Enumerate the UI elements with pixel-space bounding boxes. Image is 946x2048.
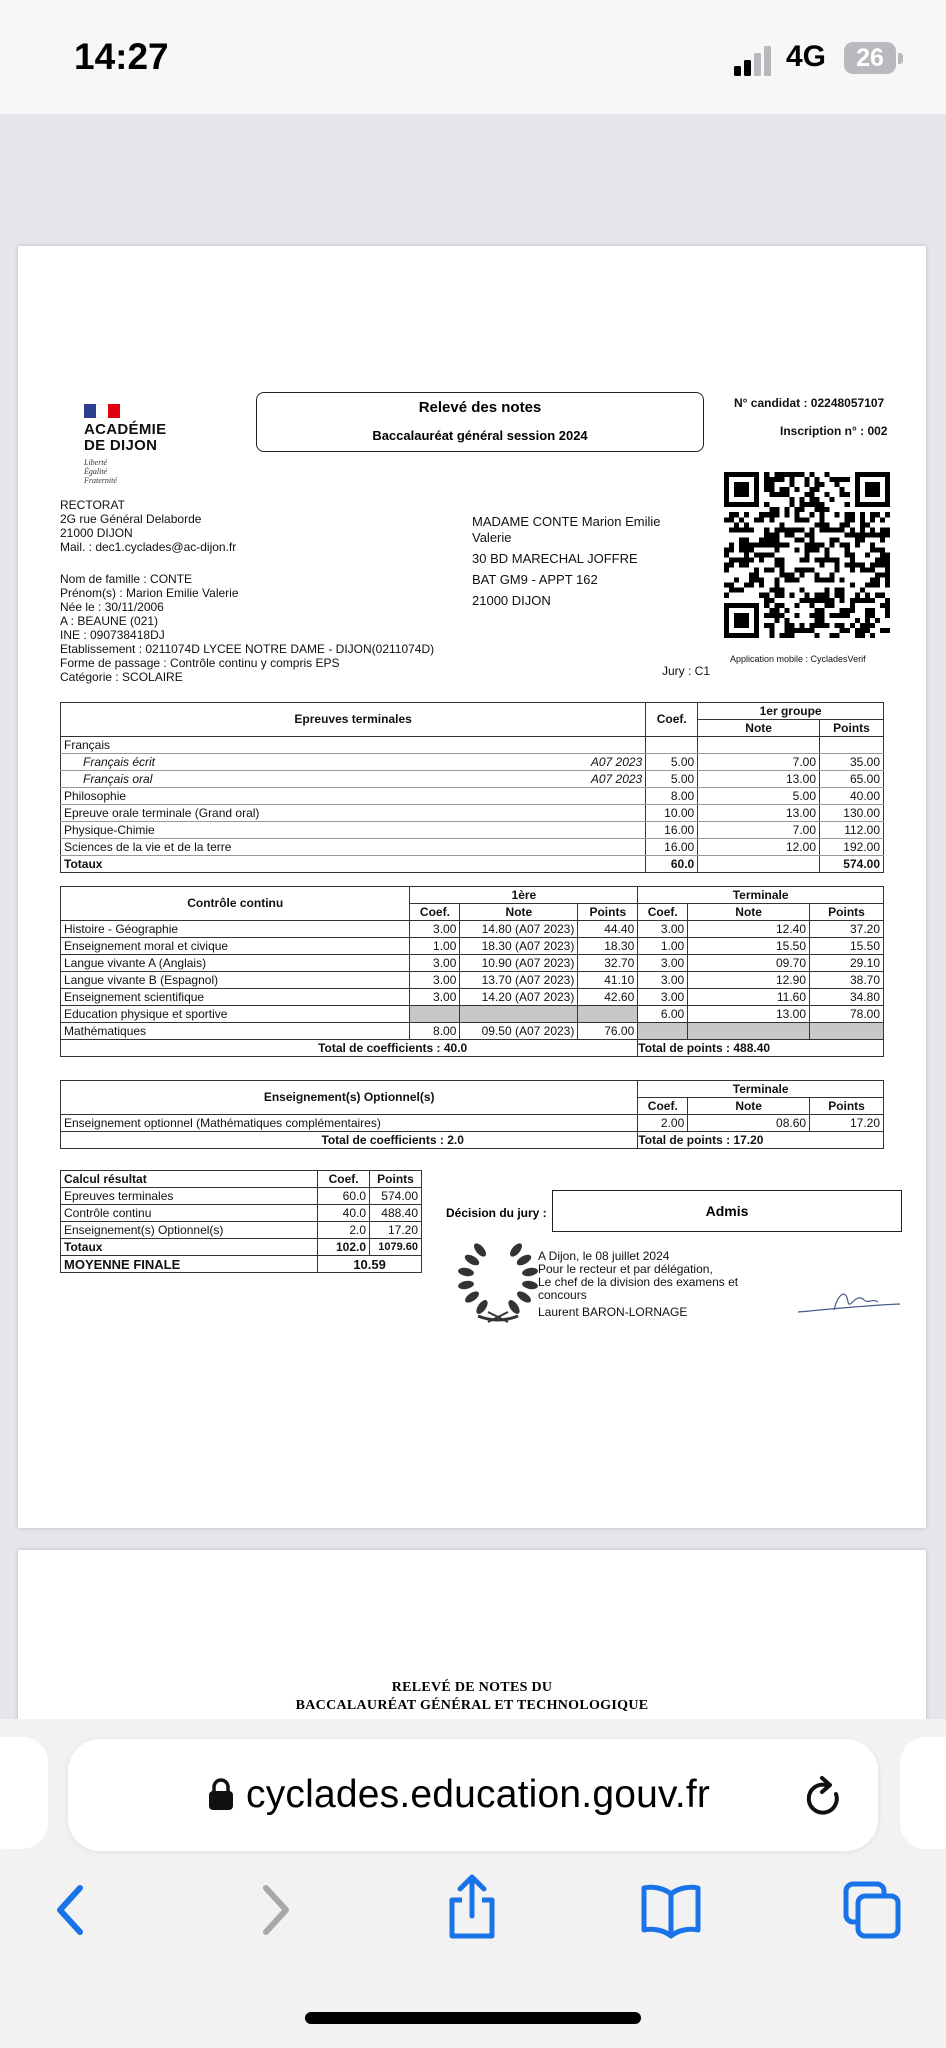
battery-nub: [898, 53, 903, 64]
recipient-address: MADAME CONTE Marion Emilie Valerie 30 BD MARECHAL JOFFRE BAT GM9 - APPT 162 21000 DIJON: [472, 514, 661, 608]
qr-caption: Application mobile : CycladesVerif: [730, 654, 866, 664]
continuous-control-table: [60, 886, 884, 1057]
candidate-number: N° candidat : 02248057107: [734, 396, 885, 410]
cc-note2-header: Note: [688, 904, 810, 921]
cc-coef2-header: Coef.: [638, 904, 688, 921]
table-row: Langue vivante B (Espagnol) 3.00 13.70 (A07 2023) 41.10 3.00 12.90 38.70: [61, 972, 884, 989]
table-row: Contrôle continu 40.0 488.40: [61, 1205, 422, 1222]
reload-icon[interactable]: [800, 1774, 848, 1822]
result-total-coef: 102.0: [318, 1239, 370, 1256]
terminal-total-label: Totaux: [61, 856, 646, 873]
cc-points1-header: Points: [578, 904, 638, 921]
rectorat-address: RECTORAT 2G rue Général Delaborde 21000 DIJON Mail. : dec1.cyclades@ac-dijon.fr: [60, 498, 237, 554]
candidate-identity: Nom de famille : CONTE Prénom(s) : Marion Emilie Valerie Née le : 30/11/2006 A : BEAUNE (021) INE : 090738418DJ Etablissement : 0211074D LYCEE NOTRE DAME - DIJON(0211074D) Forme de passage : Contrôle continu y compris EPS Catégorie : SCOLAIRE: [60, 572, 435, 684]
final-average-value: 10.59: [318, 1256, 422, 1273]
terminal-group-header: 1er groupe: [698, 703, 884, 720]
decision-box: Admis: [552, 1190, 902, 1232]
opt-coef-header: Coef.: [638, 1098, 688, 1115]
opt-note-header: Note: [688, 1098, 810, 1115]
document-subtitle: Baccalauréat général session 2024: [372, 428, 588, 443]
terminal-coef-header: Coef.: [646, 703, 698, 737]
table-row: Enseignement optionnel (Mathématiques complémentaires) 2.00 08.60 17.20: [61, 1115, 884, 1132]
document-viewer[interactable]: [0, 114, 946, 1719]
handwritten-signature: [794, 1280, 904, 1324]
table-row: Langue vivante A (Anglais) 3.00 10.90 (A07 2023) 32.70 3.00 09.70 29.10: [61, 955, 884, 972]
terminal-subject-header: Epreuves terminales: [61, 703, 646, 737]
document-title: Relevé des notes: [418, 399, 542, 416]
address-text[interactable]: cyclades.education.gouv.fr: [246, 1773, 711, 1816]
table-row: Philosophie 8.00 5.00 40.00: [61, 788, 884, 805]
result-total-points: 1079.60: [370, 1239, 422, 1256]
jury-label: Jury : C1: [662, 664, 711, 678]
qr-code: [724, 472, 890, 638]
lock-icon: [208, 1777, 234, 1811]
table-row: Physique-Chimie 16.00 7.00 112.00: [61, 822, 884, 839]
next-tab-peek[interactable]: [900, 1737, 946, 1849]
status-bar: [0, 0, 946, 114]
decision-label: Décision du jury :: [446, 1206, 547, 1220]
table-row: Enseignement moral et civique 1.00 18.30 (A07 2023) 18.30 1.00 15.50 15.50: [61, 938, 884, 955]
opt-total-coef: Total de coefficients : 2.0: [61, 1132, 638, 1149]
terminal-total-points: 574.00: [820, 856, 884, 873]
table-row: Enseignement(s) Optionnel(s) 2.0 17.20: [61, 1222, 422, 1239]
cc-subject-header: Contrôle continu: [61, 887, 410, 921]
table-row: Français oral A07 2023 5.00 13.00 65.00: [61, 771, 884, 788]
table-row: Français écrit A07 2023 5.00 7.00 35.00: [61, 754, 884, 771]
opt-points-header: Points: [810, 1098, 884, 1115]
share-icon[interactable]: [444, 1874, 500, 1940]
opt-subject-header: Enseignement(s) Optionnel(s): [61, 1081, 638, 1115]
table-row: Français: [61, 737, 884, 754]
table-row: Epreuves terminales 60.0 574.00: [61, 1188, 422, 1205]
cc-terminal-header: Terminale: [638, 887, 884, 904]
academie-logo: ACADÉMIE DE DIJON: [84, 421, 167, 454]
page2-title-line1: RELEVÉ DE NOTES DU: [391, 1680, 553, 1695]
final-average-label: MOYENNE FINALE: [61, 1256, 318, 1273]
tabs-icon[interactable]: [842, 1880, 902, 1940]
opt-terminal-header: Terminale: [638, 1081, 884, 1098]
terminal-exams-table: [60, 702, 884, 873]
terminal-total-coef: 60.0: [646, 856, 698, 873]
network-type: 4G: [786, 40, 827, 73]
bookmarks-icon[interactable]: [640, 1880, 702, 1940]
optional-table: [60, 1080, 884, 1149]
forward-icon[interactable]: [256, 1880, 296, 1940]
cc-note1-header: Note: [460, 904, 578, 921]
table-row: Mathématiques 8.00 09.50 (A07 2023) 76.00: [61, 1023, 884, 1040]
republic-motto: Liberté Égalité Fraternité: [84, 458, 117, 485]
french-flag-icon: [84, 404, 122, 418]
document-page-1: [18, 246, 926, 1528]
terminal-note-header: Note: [698, 720, 820, 737]
cc-points2-header: Points: [810, 904, 884, 921]
cc-total-coef: Total de coefficients : 40.0: [61, 1040, 638, 1057]
previous-tab-peek[interactable]: [0, 1737, 48, 1849]
result-table: [60, 1170, 422, 1273]
result-coef-header: Coef.: [318, 1171, 370, 1188]
table-row: Histoire - Géographie 3.00 14.80 (A07 2023) 44.40 3.00 12.40 37.20: [61, 921, 884, 938]
table-row: Epreuve orale terminale (Grand oral) 10.00 13.00 130.00: [61, 805, 884, 822]
cc-first-header: 1ère: [410, 887, 638, 904]
document-title-box: [256, 392, 704, 452]
laurel-seal-icon: [448, 1228, 548, 1328]
back-icon[interactable]: [50, 1880, 90, 1940]
battery-icon: 26: [844, 42, 896, 74]
result-points-header: Points: [370, 1171, 422, 1188]
home-indicator[interactable]: [305, 2012, 641, 2024]
result-total-label: Totaux: [61, 1239, 318, 1256]
opt-total-points: Total de points : 17.20: [638, 1132, 884, 1149]
terminal-points-header: Points: [820, 720, 884, 737]
signature-block: A Dijon, le 08 juillet 2024 Pour le recteur et par délégation, Le chef de la division des examens et concours Laurent BARON-LORNAGE: [538, 1249, 739, 1319]
table-row: Enseignement scientifique 3.00 14.20 (A07 2023) 42.60 3.00 11.60 34.80: [61, 989, 884, 1006]
page2-title-line2: BACCALAURÉAT GÉNÉRAL ET TECHNOLOGIQUE: [295, 1698, 649, 1713]
result-header: Calcul résultat: [61, 1171, 318, 1188]
status-time: 14:27: [74, 36, 169, 77]
cc-coef1-header: Coef.: [410, 904, 460, 921]
cc-total-points: Total de points : 488.40: [638, 1040, 884, 1057]
inscription-number: Inscription n° : 002: [780, 424, 888, 438]
table-row: Education physique et sportive 6.00 13.00 78.00: [61, 1006, 884, 1023]
table-row: Sciences de la vie et de la terre 16.00 12.00 192.00: [61, 839, 884, 856]
signal-icon: [734, 46, 778, 76]
